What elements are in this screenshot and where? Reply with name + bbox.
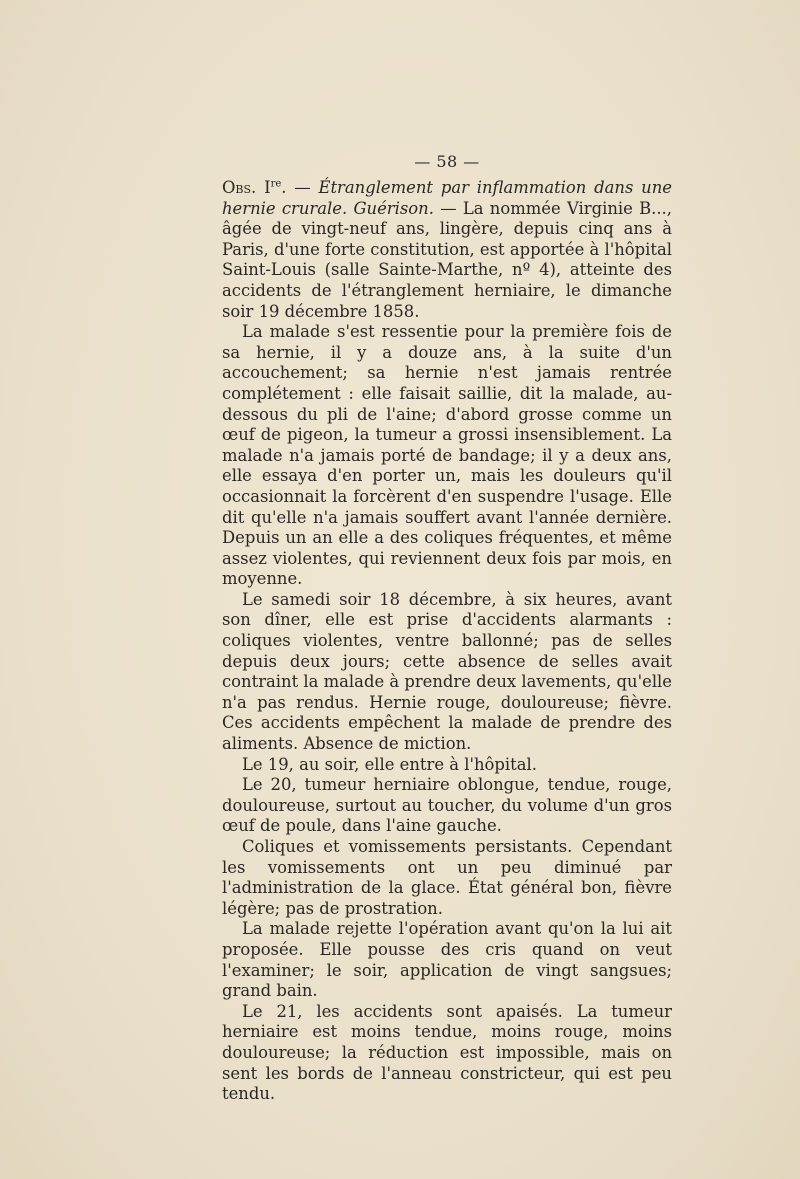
paragraph-1-text: — La nommée Virginie B..., âgée de vingt-neuf ans, lingère, depuis cinq ans à Paris, d'une forte constitution, est apportée à l'hôpital Saint-Louis (salle Sainte-Marthe, nº 4), atteinte des accidents de l'étranglement herniaire, le dimanche soir 19 décembre 1858. (222, 198, 672, 321)
body-text (222, 178, 672, 1105)
observation-label-superscript: re (270, 178, 282, 190)
observation-title: Étranglement par inflammation dans une hernie crurale. Guérison. (222, 178, 672, 218)
observation-label: Obs. I (222, 178, 271, 197)
page-number: — 58 — (414, 152, 480, 171)
page-content (222, 152, 672, 1105)
paragraph-1 (222, 178, 672, 322)
paragraph-3: Le samedi soir 18 décembre, à six heures, avant son dîner, elle est prise d'accidents alarmants : coliques violentes, ventre ballonné; pas de selles depuis deux jours; cette absence de selles avait contraint la malade à prendre deux lavements, qu'elle n'a pas rendus. Hernie rouge, douloureuse; fièvre. Ces accidents empêchent la malade de prendre des aliments. Absence de miction. (222, 589, 672, 754)
paragraph-2: La malade s'est ressentie pour la première fois de sa hernie, il y a douze ans, à la suite d'un accouchement; sa hernie n'est jamais rentrée complétement : elle faisait saillie, dit la malade, au-dessous du pli de l'aine; d'abord grosse comme un œuf de pigeon, la tumeur a grossi insensiblement. La malade n'a jamais porté de bandage; il y a deux ans, elle essaya d'en porter un, mais les douleurs qu'il occasionnait la forcèrent d'en suspendre l'usage. Elle dit qu'elle n'a jamais souffert avant l'année dernière. Depuis un an elle a des coliques fréquentes, et même assez violentes, qui reviennent deux fois par mois, en moyenne. (222, 322, 672, 589)
paragraph-4: Le 19, au soir, elle entre à l'hôpital. (242, 754, 537, 774)
paragraph-8: Le 21, les accidents sont apaisés. La tumeur herniaire est moins tendue, moins rouge, moins douloureuse; la réduction est impossible, mais on sent les bords de l'anneau constricteur, qui est peu tendu. (222, 1001, 672, 1104)
paragraph-7: La malade rejette l'opération avant qu'on la lui ait proposée. Elle pousse des cris quand on veut l'examiner; le soir, application de vingt sangsues; grand bain. (222, 919, 672, 1001)
paragraph-6: Coliques et vomissements persistants. Cependant les vomissements ont un peu diminué par l'administration de la glace. État général bon, fièvre légère; pas de prostration. (222, 837, 672, 918)
observation-dash: . — (281, 178, 319, 197)
paragraph-5: Le 20, tumeur herniaire oblongue, tendue, rouge, douloureuse, surtout au toucher, du volume d'un gros œuf de poule, dans l'aine gauche. (222, 775, 672, 836)
